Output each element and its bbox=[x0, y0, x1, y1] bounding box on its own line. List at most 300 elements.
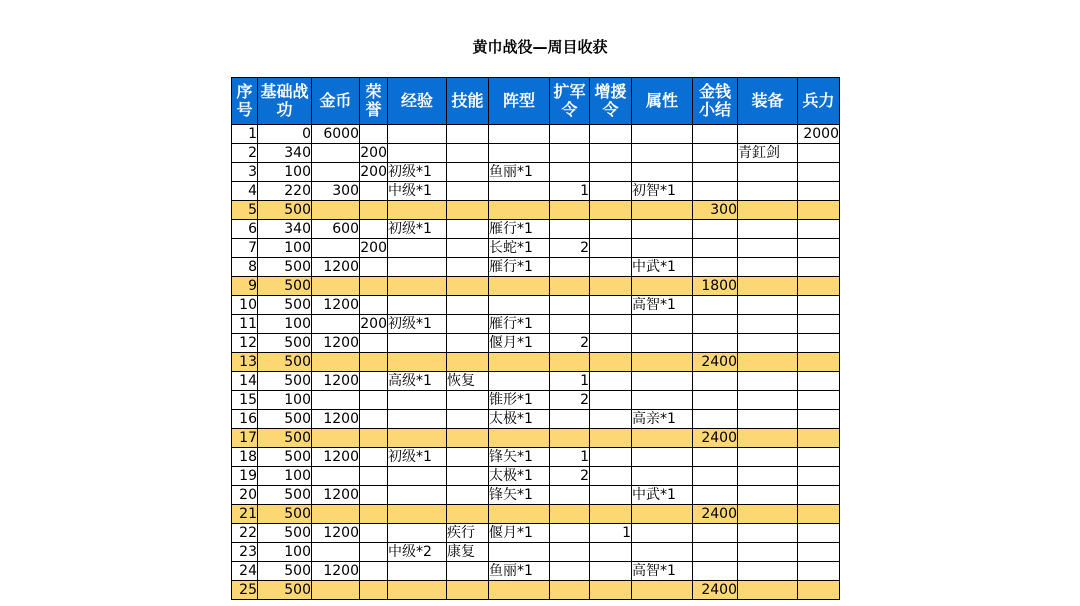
table-cell[interactable]: 500 bbox=[258, 201, 312, 220]
table-cell[interactable] bbox=[312, 581, 360, 600]
table-cell[interactable] bbox=[798, 543, 840, 562]
table-cell[interactable]: 14 bbox=[232, 372, 258, 391]
table-cell[interactable]: 100 bbox=[258, 391, 312, 410]
table-cell[interactable] bbox=[447, 144, 489, 163]
table-cell[interactable]: 1200 bbox=[312, 258, 360, 277]
table-cell[interactable] bbox=[312, 543, 360, 562]
table-cell[interactable]: 1200 bbox=[312, 448, 360, 467]
table-cell[interactable] bbox=[360, 391, 388, 410]
table-cell[interactable] bbox=[388, 201, 447, 220]
table-cell[interactable] bbox=[590, 277, 632, 296]
table-cell[interactable] bbox=[388, 277, 447, 296]
table-cell[interactable] bbox=[798, 391, 840, 410]
table-cell[interactable] bbox=[738, 429, 798, 448]
table-cell[interactable] bbox=[447, 125, 489, 144]
table-cell[interactable] bbox=[590, 429, 632, 448]
table-cell[interactable] bbox=[312, 163, 360, 182]
table-cell[interactable] bbox=[632, 505, 693, 524]
table-cell[interactable]: 2 bbox=[232, 144, 258, 163]
table-cell[interactable] bbox=[798, 353, 840, 372]
table-cell[interactable] bbox=[590, 467, 632, 486]
table-cell[interactable]: 6000 bbox=[312, 125, 360, 144]
table-cell[interactable] bbox=[693, 524, 738, 543]
table-cell[interactable]: 4 bbox=[232, 182, 258, 201]
table-cell[interactable]: 20 bbox=[232, 486, 258, 505]
table-cell[interactable] bbox=[590, 315, 632, 334]
table-cell[interactable]: 1200 bbox=[312, 486, 360, 505]
table-cell[interactable] bbox=[388, 486, 447, 505]
table-cell[interactable] bbox=[798, 581, 840, 600]
table-cell[interactable]: 100 bbox=[258, 239, 312, 258]
table-cell[interactable] bbox=[447, 220, 489, 239]
table-cell[interactable] bbox=[312, 201, 360, 220]
table-cell[interactable]: 600 bbox=[312, 220, 360, 239]
table-cell[interactable] bbox=[798, 467, 840, 486]
table-cell[interactable] bbox=[738, 486, 798, 505]
table-cell[interactable]: 12 bbox=[232, 334, 258, 353]
table-cell[interactable] bbox=[388, 562, 447, 581]
table-cell[interactable] bbox=[738, 315, 798, 334]
table-cell[interactable]: 1 bbox=[232, 125, 258, 144]
table-cell[interactable]: 1200 bbox=[312, 296, 360, 315]
table-cell[interactable] bbox=[360, 182, 388, 201]
table-cell[interactable] bbox=[447, 163, 489, 182]
table-cell[interactable]: 初级*1 bbox=[388, 163, 447, 182]
table-cell[interactable]: 340 bbox=[258, 144, 312, 163]
table-cell[interactable]: 高智*1 bbox=[632, 562, 693, 581]
table-cell[interactable] bbox=[388, 410, 447, 429]
table-cell[interactable] bbox=[798, 372, 840, 391]
table-cell[interactable] bbox=[798, 182, 840, 201]
table-cell[interactable] bbox=[798, 448, 840, 467]
table-cell[interactable] bbox=[632, 467, 693, 486]
table-cell[interactable] bbox=[489, 125, 550, 144]
table-cell[interactable]: 雁行*1 bbox=[489, 220, 550, 239]
table-cell[interactable] bbox=[312, 277, 360, 296]
table-cell[interactable]: 21 bbox=[232, 505, 258, 524]
table-cell[interactable] bbox=[550, 410, 590, 429]
table-cell[interactable] bbox=[632, 353, 693, 372]
table-cell[interactable] bbox=[632, 239, 693, 258]
table-cell[interactable] bbox=[447, 182, 489, 201]
table-cell[interactable] bbox=[360, 220, 388, 239]
table-cell[interactable] bbox=[388, 125, 447, 144]
table-cell[interactable] bbox=[447, 334, 489, 353]
table-cell[interactable]: 1 bbox=[590, 524, 632, 543]
table-cell[interactable] bbox=[550, 125, 590, 144]
table-cell[interactable] bbox=[388, 391, 447, 410]
table-cell[interactable] bbox=[590, 201, 632, 220]
table-cell[interactable] bbox=[550, 296, 590, 315]
table-cell[interactable]: 1800 bbox=[693, 277, 738, 296]
table-cell[interactable] bbox=[360, 410, 388, 429]
table-cell[interactable] bbox=[632, 220, 693, 239]
table-cell[interactable]: 15 bbox=[232, 391, 258, 410]
table-cell[interactable] bbox=[693, 391, 738, 410]
table-cell[interactable]: 6 bbox=[232, 220, 258, 239]
table-cell[interactable] bbox=[798, 410, 840, 429]
table-cell[interactable] bbox=[388, 505, 447, 524]
table-cell[interactable] bbox=[590, 562, 632, 581]
table-cell[interactable] bbox=[693, 372, 738, 391]
table-cell[interactable] bbox=[632, 581, 693, 600]
table-cell[interactable] bbox=[550, 581, 590, 600]
table-cell[interactable] bbox=[489, 372, 550, 391]
table-cell[interactable]: 3 bbox=[232, 163, 258, 182]
table-cell[interactable] bbox=[693, 144, 738, 163]
table-cell[interactable]: 500 bbox=[258, 486, 312, 505]
table-cell[interactable] bbox=[447, 429, 489, 448]
table-cell[interactable] bbox=[590, 334, 632, 353]
table-cell[interactable] bbox=[360, 372, 388, 391]
table-cell[interactable]: 500 bbox=[258, 562, 312, 581]
table-cell[interactable] bbox=[693, 486, 738, 505]
table-cell[interactable] bbox=[447, 562, 489, 581]
table-cell[interactable]: 2400 bbox=[693, 581, 738, 600]
table-cell[interactable] bbox=[550, 543, 590, 562]
table-cell[interactable] bbox=[489, 277, 550, 296]
table-cell[interactable] bbox=[360, 448, 388, 467]
table-cell[interactable] bbox=[632, 391, 693, 410]
table-cell[interactable] bbox=[312, 239, 360, 258]
table-cell[interactable] bbox=[550, 201, 590, 220]
table-cell[interactable] bbox=[590, 391, 632, 410]
table-cell[interactable] bbox=[798, 144, 840, 163]
table-cell[interactable] bbox=[550, 429, 590, 448]
table-cell[interactable] bbox=[550, 220, 590, 239]
table-cell[interactable] bbox=[632, 144, 693, 163]
table-cell[interactable] bbox=[360, 201, 388, 220]
table-cell[interactable] bbox=[489, 296, 550, 315]
table-cell[interactable] bbox=[590, 144, 632, 163]
table-cell[interactable]: 220 bbox=[258, 182, 312, 201]
table-cell[interactable] bbox=[738, 258, 798, 277]
table-cell[interactable] bbox=[738, 562, 798, 581]
table-cell[interactable] bbox=[798, 505, 840, 524]
table-cell[interactable]: 200 bbox=[360, 316, 387, 332]
table-cell[interactable]: 500 bbox=[258, 429, 312, 448]
table-cell[interactable] bbox=[447, 258, 489, 277]
table-cell[interactable]: 2400 bbox=[693, 505, 738, 524]
table-cell[interactable] bbox=[798, 277, 840, 296]
table-cell[interactable]: 9 bbox=[232, 277, 258, 296]
table-cell[interactable] bbox=[388, 239, 447, 258]
table-cell[interactable]: 中武*1 bbox=[632, 258, 693, 277]
table-cell[interactable] bbox=[798, 562, 840, 581]
table-cell[interactable] bbox=[447, 448, 489, 467]
table-cell[interactable]: 疾行 bbox=[447, 524, 489, 543]
table-cell[interactable]: 2400 bbox=[693, 429, 738, 448]
table-cell[interactable] bbox=[590, 220, 632, 239]
table-cell[interactable] bbox=[312, 144, 360, 163]
table-cell[interactable]: 11 bbox=[232, 315, 258, 334]
table-cell[interactable] bbox=[693, 296, 738, 315]
table-cell[interactable] bbox=[447, 239, 489, 258]
table-cell[interactable] bbox=[693, 220, 738, 239]
table-cell[interactable]: 太极*1 bbox=[489, 467, 550, 486]
table-cell[interactable] bbox=[489, 353, 550, 372]
table-cell[interactable]: 500 bbox=[258, 581, 312, 600]
table-cell[interactable]: 300 bbox=[693, 201, 738, 220]
table-cell[interactable] bbox=[693, 239, 738, 258]
table-cell[interactable]: 13 bbox=[232, 353, 258, 372]
table-cell[interactable]: 锋矢*1 bbox=[489, 448, 550, 467]
table-cell[interactable] bbox=[590, 125, 632, 144]
table-cell[interactable] bbox=[360, 467, 388, 486]
table-cell[interactable] bbox=[312, 353, 360, 372]
table-cell[interactable] bbox=[388, 353, 447, 372]
table-cell[interactable] bbox=[447, 353, 489, 372]
table-cell[interactable]: 500 bbox=[258, 277, 312, 296]
table-cell[interactable] bbox=[632, 372, 693, 391]
table-cell[interactable]: 2 bbox=[550, 391, 590, 410]
table-cell[interactable] bbox=[447, 410, 489, 429]
table-cell[interactable] bbox=[632, 277, 693, 296]
table-cell[interactable]: 锋矢*1 bbox=[489, 486, 550, 505]
table-cell[interactable] bbox=[738, 296, 798, 315]
table-cell[interactable] bbox=[632, 334, 693, 353]
table-cell[interactable]: 雁行*1 bbox=[489, 258, 550, 277]
table-cell[interactable]: 鱼丽*1 bbox=[489, 163, 550, 182]
table-cell[interactable] bbox=[590, 372, 632, 391]
table-cell[interactable]: 24 bbox=[232, 562, 258, 581]
table-cell[interactable] bbox=[798, 296, 840, 315]
table-cell[interactable] bbox=[590, 239, 632, 258]
table-cell[interactable] bbox=[590, 182, 632, 201]
table-cell[interactable]: 雁行*1 bbox=[489, 315, 550, 334]
table-cell[interactable] bbox=[360, 429, 388, 448]
table-cell[interactable] bbox=[388, 581, 447, 600]
table-cell[interactable] bbox=[632, 315, 693, 334]
table-cell[interactable] bbox=[738, 220, 798, 239]
table-cell[interactable] bbox=[550, 353, 590, 372]
table-cell[interactable] bbox=[312, 391, 360, 410]
table-cell[interactable] bbox=[489, 201, 550, 220]
table-cell[interactable]: 中级*1 bbox=[388, 182, 447, 201]
table-cell[interactable] bbox=[693, 258, 738, 277]
table-cell[interactable] bbox=[590, 410, 632, 429]
table-cell[interactable]: 康复 bbox=[447, 543, 489, 562]
table-cell[interactable] bbox=[632, 201, 693, 220]
table-cell[interactable]: 17 bbox=[232, 429, 258, 448]
table-cell[interactable] bbox=[388, 144, 447, 163]
table-cell[interactable]: 7 bbox=[232, 239, 258, 258]
table-cell[interactable]: 18 bbox=[232, 448, 258, 467]
table-cell[interactable]: 中武*1 bbox=[632, 486, 693, 505]
table-cell[interactable] bbox=[312, 429, 360, 448]
table-cell[interactable] bbox=[693, 334, 738, 353]
table-cell[interactable] bbox=[798, 239, 840, 258]
table-cell[interactable] bbox=[360, 524, 388, 543]
table-cell[interactable] bbox=[798, 201, 840, 220]
table-cell[interactable] bbox=[798, 258, 840, 277]
table-cell[interactable] bbox=[360, 334, 388, 353]
table-cell[interactable] bbox=[693, 543, 738, 562]
table-cell[interactable] bbox=[798, 334, 840, 353]
table-cell[interactable] bbox=[550, 163, 590, 182]
table-cell[interactable]: 初级*1 bbox=[388, 315, 447, 334]
table-cell[interactable] bbox=[447, 467, 489, 486]
table-cell[interactable] bbox=[360, 486, 388, 505]
table-cell[interactable] bbox=[798, 163, 840, 182]
table-cell[interactable]: 19 bbox=[232, 467, 258, 486]
table-cell[interactable]: 2400 bbox=[693, 353, 738, 372]
table-cell[interactable] bbox=[360, 125, 388, 144]
table-cell[interactable] bbox=[738, 163, 798, 182]
table-cell[interactable]: 1 bbox=[550, 448, 590, 467]
table-cell[interactable]: 10 bbox=[232, 296, 258, 315]
table-cell[interactable]: 22 bbox=[232, 524, 258, 543]
table-cell[interactable] bbox=[590, 296, 632, 315]
table-cell[interactable]: 25 bbox=[232, 581, 258, 600]
table-cell[interactable]: 300 bbox=[312, 182, 360, 201]
table-cell[interactable]: 500 bbox=[258, 334, 312, 353]
table-cell[interactable]: 2 bbox=[550, 467, 590, 486]
table-cell[interactable] bbox=[798, 429, 840, 448]
table-cell[interactable] bbox=[447, 486, 489, 505]
table-cell[interactable]: 初智*1 bbox=[632, 182, 693, 201]
table-cell[interactable] bbox=[312, 467, 360, 486]
table-cell[interactable] bbox=[693, 163, 738, 182]
table-cell[interactable]: 200 bbox=[360, 164, 387, 180]
table-cell[interactable]: 长蛇*1 bbox=[489, 239, 550, 258]
table-cell[interactable] bbox=[590, 505, 632, 524]
table-cell[interactable] bbox=[632, 429, 693, 448]
table-cell[interactable]: 340 bbox=[258, 220, 312, 239]
table-cell[interactable] bbox=[632, 543, 693, 562]
table-cell[interactable]: 2 bbox=[550, 334, 590, 353]
table-cell[interactable] bbox=[489, 144, 550, 163]
table-cell[interactable] bbox=[388, 258, 447, 277]
table-cell[interactable] bbox=[738, 448, 798, 467]
table-cell[interactable]: 23 bbox=[232, 543, 258, 562]
table-cell[interactable] bbox=[447, 391, 489, 410]
table-cell[interactable] bbox=[738, 182, 798, 201]
table-cell[interactable] bbox=[489, 182, 550, 201]
table-cell[interactable] bbox=[550, 524, 590, 543]
table-cell[interactable] bbox=[489, 543, 550, 562]
table-cell[interactable] bbox=[590, 543, 632, 562]
table-cell[interactable]: 500 bbox=[258, 448, 312, 467]
table-cell[interactable] bbox=[632, 163, 693, 182]
table-cell[interactable] bbox=[798, 524, 840, 543]
table-cell[interactable] bbox=[590, 353, 632, 372]
table-cell[interactable] bbox=[447, 201, 489, 220]
table-cell[interactable]: 2 bbox=[550, 239, 590, 258]
table-cell[interactable] bbox=[550, 277, 590, 296]
table-cell[interactable]: 高智*1 bbox=[632, 296, 693, 315]
table-cell[interactable] bbox=[360, 581, 388, 600]
table-cell[interactable] bbox=[738, 372, 798, 391]
table-cell[interactable]: 偃月*1 bbox=[489, 524, 550, 543]
table-cell[interactable] bbox=[388, 429, 447, 448]
table-cell[interactable] bbox=[447, 277, 489, 296]
table-cell[interactable] bbox=[632, 448, 693, 467]
table-cell[interactable] bbox=[489, 505, 550, 524]
table-cell[interactable] bbox=[632, 125, 693, 144]
table-cell[interactable]: 16 bbox=[232, 410, 258, 429]
table-cell[interactable] bbox=[388, 467, 447, 486]
table-cell[interactable] bbox=[693, 467, 738, 486]
table-cell[interactable] bbox=[738, 467, 798, 486]
table-cell[interactable]: 500 bbox=[258, 410, 312, 429]
table-cell[interactable] bbox=[388, 334, 447, 353]
table-cell[interactable] bbox=[693, 562, 738, 581]
table-cell[interactable]: 1200 bbox=[312, 524, 360, 543]
table-cell[interactable] bbox=[388, 524, 447, 543]
table-cell[interactable]: 2000 bbox=[798, 125, 840, 144]
table-cell[interactable] bbox=[738, 391, 798, 410]
table-cell[interactable] bbox=[738, 543, 798, 562]
table-cell[interactable] bbox=[550, 505, 590, 524]
table-cell[interactable] bbox=[550, 258, 590, 277]
table-cell[interactable] bbox=[738, 410, 798, 429]
table-cell[interactable] bbox=[738, 201, 798, 220]
table-cell[interactable]: 1 bbox=[550, 372, 590, 391]
table-cell[interactable] bbox=[550, 315, 590, 334]
table-cell[interactable]: 0 bbox=[258, 125, 312, 144]
table-cell[interactable] bbox=[550, 144, 590, 163]
table-cell[interactable]: 100 bbox=[258, 315, 312, 334]
table-cell[interactable] bbox=[447, 505, 489, 524]
table-cell[interactable]: 偃月*1 bbox=[489, 334, 550, 353]
table-cell[interactable] bbox=[590, 258, 632, 277]
table-cell[interactable] bbox=[360, 258, 388, 277]
table-cell[interactable]: 1 bbox=[550, 182, 590, 201]
table-cell[interactable] bbox=[312, 505, 360, 524]
table-cell[interactable] bbox=[693, 410, 738, 429]
table-cell[interactable] bbox=[738, 353, 798, 372]
table-cell[interactable] bbox=[447, 315, 489, 334]
table-cell[interactable] bbox=[738, 505, 798, 524]
table-cell[interactable] bbox=[590, 163, 632, 182]
table-cell[interactable]: 初级*1 bbox=[388, 220, 447, 239]
table-cell[interactable] bbox=[738, 125, 798, 144]
table-cell[interactable]: 高级*1 bbox=[388, 372, 447, 391]
table-cell[interactable]: 500 bbox=[258, 353, 312, 372]
table-cell[interactable] bbox=[738, 277, 798, 296]
table-cell[interactable] bbox=[590, 448, 632, 467]
table-cell[interactable]: 1200 bbox=[312, 410, 360, 429]
table-cell[interactable] bbox=[360, 353, 388, 372]
table-cell[interactable] bbox=[388, 296, 447, 315]
table-cell[interactable] bbox=[489, 581, 550, 600]
table-cell[interactable]: 200 bbox=[360, 145, 387, 161]
table-cell[interactable] bbox=[550, 486, 590, 505]
table-cell[interactable]: 500 bbox=[258, 258, 312, 277]
table-cell[interactable]: 500 bbox=[258, 372, 312, 391]
table-cell[interactable] bbox=[693, 182, 738, 201]
table-cell[interactable] bbox=[590, 486, 632, 505]
table-cell[interactable] bbox=[693, 315, 738, 334]
table-cell[interactable]: 500 bbox=[258, 296, 312, 315]
table-cell[interactable]: 太极*1 bbox=[489, 410, 550, 429]
table-cell[interactable] bbox=[738, 524, 798, 543]
table-cell[interactable]: 100 bbox=[258, 467, 312, 486]
table-cell[interactable]: 恢复 bbox=[447, 372, 489, 391]
table-cell[interactable] bbox=[798, 220, 840, 239]
table-cell[interactable] bbox=[312, 315, 360, 334]
table-cell[interactable] bbox=[738, 334, 798, 353]
table-cell[interactable]: 1200 bbox=[312, 562, 360, 581]
table-cell[interactable] bbox=[447, 296, 489, 315]
table-cell[interactable]: 100 bbox=[258, 163, 312, 182]
table-cell[interactable]: 100 bbox=[258, 543, 312, 562]
table-cell[interactable] bbox=[447, 581, 489, 600]
table-cell[interactable]: 500 bbox=[258, 505, 312, 524]
table-cell[interactable]: 5 bbox=[232, 201, 258, 220]
table-cell[interactable] bbox=[360, 562, 388, 581]
